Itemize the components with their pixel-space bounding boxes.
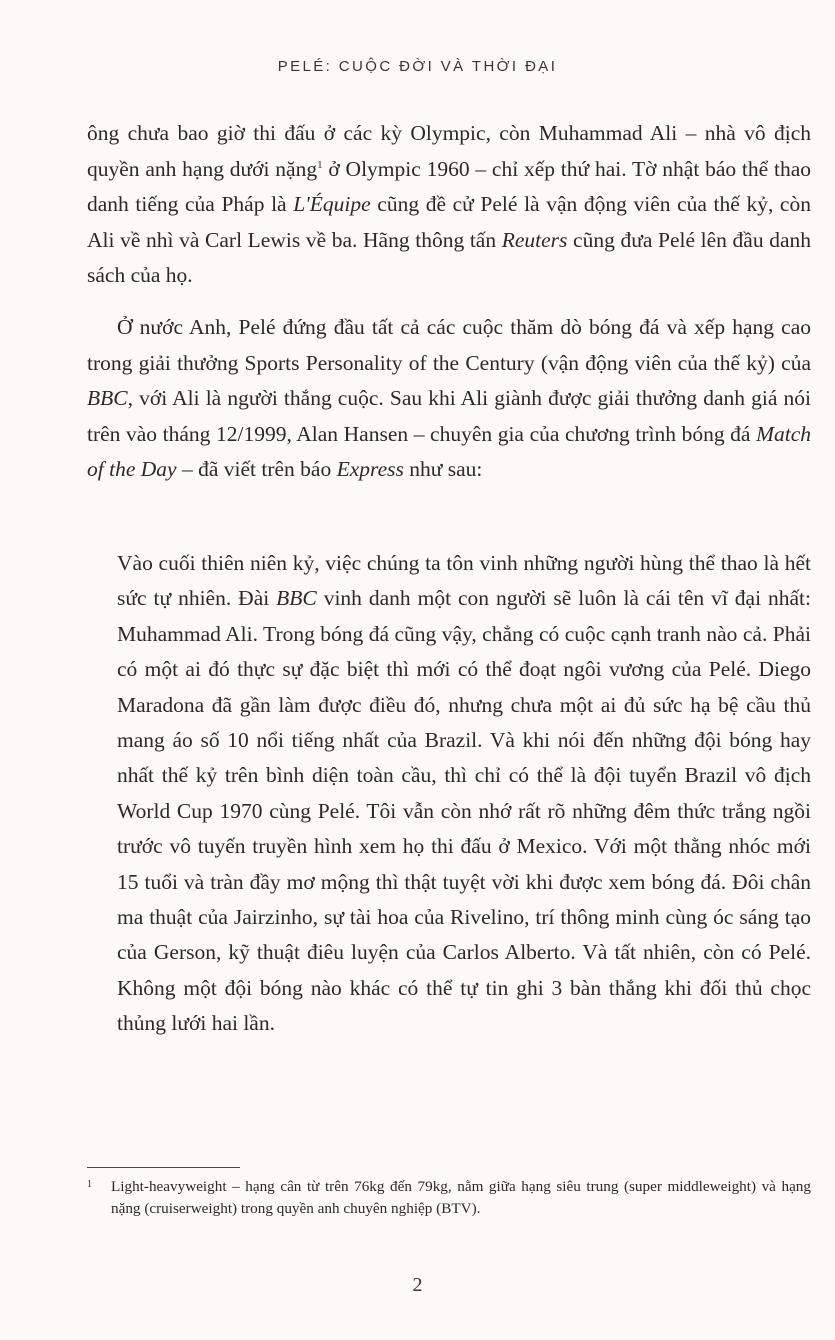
publication-reuters: Reuters	[501, 227, 568, 252]
paragraph-1: ông chưa bao giờ thi đấu ở các kỳ Olympic, còn Muhammad Ali – nhà vô địch quyền anh hạng dưới nặng$^1$ ở Olympic 1960 – chỉ xếp thứ hai. Tờ nhật báo thể thao danh tiếng của Pháp là L'Équipe cũng đề cử Pelé là vận động viên của thế kỷ, còn Ali về nhì và Carl Lewis về ba. Hãng thông tấn Reuters cũng đưa Pelé lên đầu danh sách của họ.	[87, 121, 812, 288]
paragraph-2: Ở nước Anh, Pelé đứng đầu tất cả các cuộc thăm dò bóng đá và xếp hạng cao trong giải thưởng Sports Personality of the Century (vận động viên của thế kỷ) của BBC, với Ali là người thắng cuộc. Sau khi Ali giành được giải thưởng danh giá nói trên vào tháng 12/1999, Alan Hansen – chuyên gia của chương trình bóng đá Match of the Day – đã viết trên báo Express như sau:	[87, 314, 811, 482]
footnote-divider	[87, 1167, 240, 1168]
publication-express: Express	[336, 457, 404, 482]
footnote	[87, 1176, 811, 1220]
quote-paragraph: Vào cuối thiên niên kỷ, việc chúng ta tôn vinh những người hùng thể thao là hết sức tự nhiên. Đài BBC vinh danh một con người sẽ luôn là cái tên vĩ đại nhất: Muhammad Ali. Trong bóng đá cũng vậy, chẳng có cuộc cạnh tranh nào cả. Phải có một ai đó thực sự đặc biệt thì mới có thể đoạt ngôi vương của Pelé. Diego Maradona đã gần làm được điều đó, nhưng chưa một ai đủ sức hạ bệ cầu thủ mang áo số 10 nổi tiếng nhất của Brazil. Và khi nói đến những đội bóng hay nhất thế kỷ trên bình diện toàn cầu, thì chỉ có thể là đội tuyển Brazil vô địch World Cup 1970 cùng Pelé. Tôi vẫn còn nhớ rất rõ những đêm thức trắng ngồi trước vô tuyến truyền hình xem họ thi đấu ở Mexico. Với một thằng nhóc mới 15 tuổi và tràn đầy mơ mộng thì thật tuyệt vời khi được xem bóng đá. Đôi chân ma thuật của Jairzinho, sự tài hoa của Rivelino, trí thông minh cùng óc sáng tạo của Gerson, kỹ thuật điêu luyện của Carlos Alberto. Và tất nhiên, còn có Pelé. Không một đội bóng nào khác có thể tự tin ghi 3 bàn thắng khi đối thủ chọc thủng lưới hai lần.	[117, 551, 811, 1036]
footnote-marker: 1	[87, 1179, 92, 1190]
main-text	[87, 116, 811, 488]
running-head-title: PELÉ: CUỘC ĐỜI VÀ THỜI ĐẠI	[277, 58, 558, 75]
quote-bbc: BBC	[276, 586, 317, 611]
page-number: 2	[412, 1274, 423, 1296]
program-match-of-the-day: Match of the Day	[87, 421, 811, 482]
publication-lequipe: L'Équipe	[293, 192, 371, 217]
footnote-reference[interactable]: 1	[317, 158, 323, 171]
publication-bbc: BBC	[87, 386, 128, 411]
block-quote	[117, 546, 811, 1042]
footnote-text: Light-heavyweight – hạng cân từ trên 76kg đến 79kg, nằm giữa hạng siêu trung (super middleweight) và hạng nặng (cruiserweight) trong quyền anh chuyên nghiệp (BTV).	[111, 1178, 811, 1217]
